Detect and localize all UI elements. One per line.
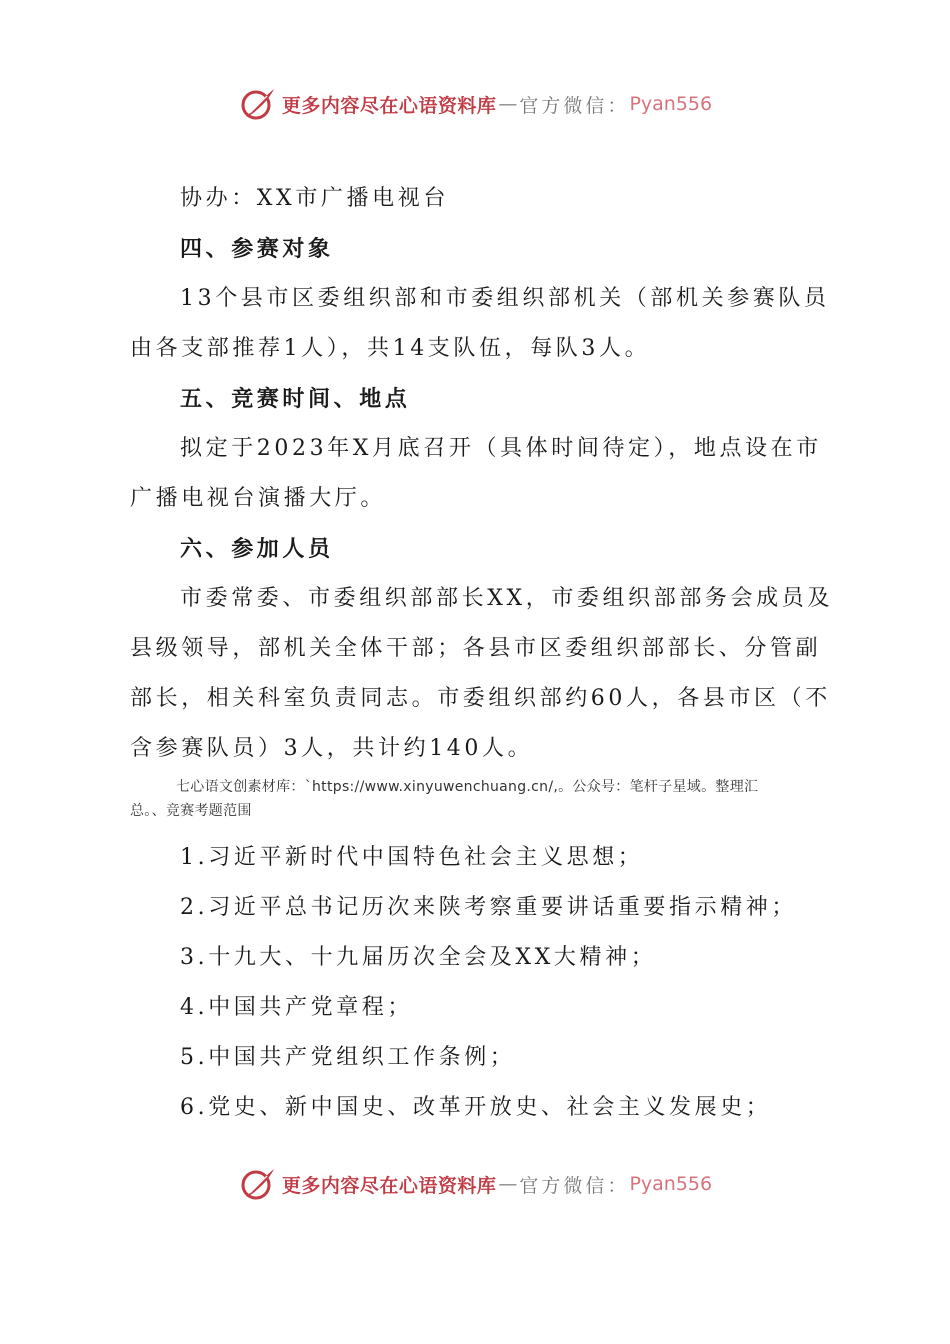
attendees-paragraph-line-1: 市委常委、市委组织部部长XX，市委组织部部务会成员及 <box>180 586 833 611</box>
quill-logo-icon <box>238 84 278 124</box>
banner-wechat-label: 官方微信： <box>519 1174 630 1197</box>
source-note-line-1: 七心语文创素材库：`https://www.xinyuwenchuang.cn/,。公众号：笔杆子星域。整理汇 <box>176 779 759 795</box>
header-watermark-banner <box>0 82 950 126</box>
participants-paragraph-line-2: 由各支部推荐1人），共14支队伍，每队3人。 <box>130 336 651 361</box>
scope-item-6: 6.党史、新中国史、改革开放史、社会主义发展史； <box>180 1095 772 1120</box>
banner-wechat-id: Pyan556 <box>629 1173 713 1195</box>
section-heading-attendees: 六、参加人员 <box>180 536 334 562</box>
banner-wechat-id: Pyan556 <box>629 93 713 115</box>
source-note <box>130 775 830 823</box>
section-heading-participants: 四、参赛对象 <box>180 236 334 262</box>
co-organizer-line: 协办：XX市广播电视台 <box>180 186 449 211</box>
banner-dash: — <box>498 1173 518 1195</box>
participants-paragraph-line-1: 13个县市区委组织部和市委组织部机关（部机关参赛队员 <box>180 286 830 311</box>
source-note-line-2: 总。、竞赛考题范围 <box>130 803 252 819</box>
time-place-paragraph-line-1: 拟定于2023年X月底召开（具体时间待定），地点设在市 <box>180 436 822 461</box>
footer-watermark-banner <box>0 1162 950 1206</box>
banner-main-text: 更多内容尽在心语资料库 <box>281 1174 497 1197</box>
quill-logo-icon <box>238 1164 278 1204</box>
section-heading-time-place: 五、竞赛时间、地点 <box>180 386 411 412</box>
scope-item-3: 3.十九大、十九届历次全会及XX大精神； <box>180 945 657 970</box>
scope-item-5: 5.中国共产党组织工作条例； <box>180 1045 516 1070</box>
scope-item-2: 2.习近平总书记历次来陕考察重要讲话重要指示精神； <box>180 895 797 920</box>
banner-dash: — <box>498 93 518 115</box>
attendees-paragraph-line-3: 部长，相关科室负责同志。市委组织部约60人，各县市区（不 <box>130 686 831 711</box>
attendees-paragraph-line-2: 县级领导，部机关全体干部；各县市区委组织部部长、分管副 <box>130 636 822 661</box>
time-place-paragraph-line-2: 广播电视台演播大厅。 <box>130 486 387 511</box>
attendees-paragraph-line-4: 含参赛队员）3人，共计约140人。 <box>130 736 534 761</box>
banner-wechat-label: 官方微信： <box>519 94 630 117</box>
document-body <box>130 174 833 1133</box>
banner-main-text: 更多内容尽在心语资料库 <box>281 94 497 117</box>
scope-item-4: 4.中国共产党章程； <box>180 995 413 1020</box>
scope-item-1: 1.习近平新时代中国特色社会主义思想； <box>180 845 644 870</box>
